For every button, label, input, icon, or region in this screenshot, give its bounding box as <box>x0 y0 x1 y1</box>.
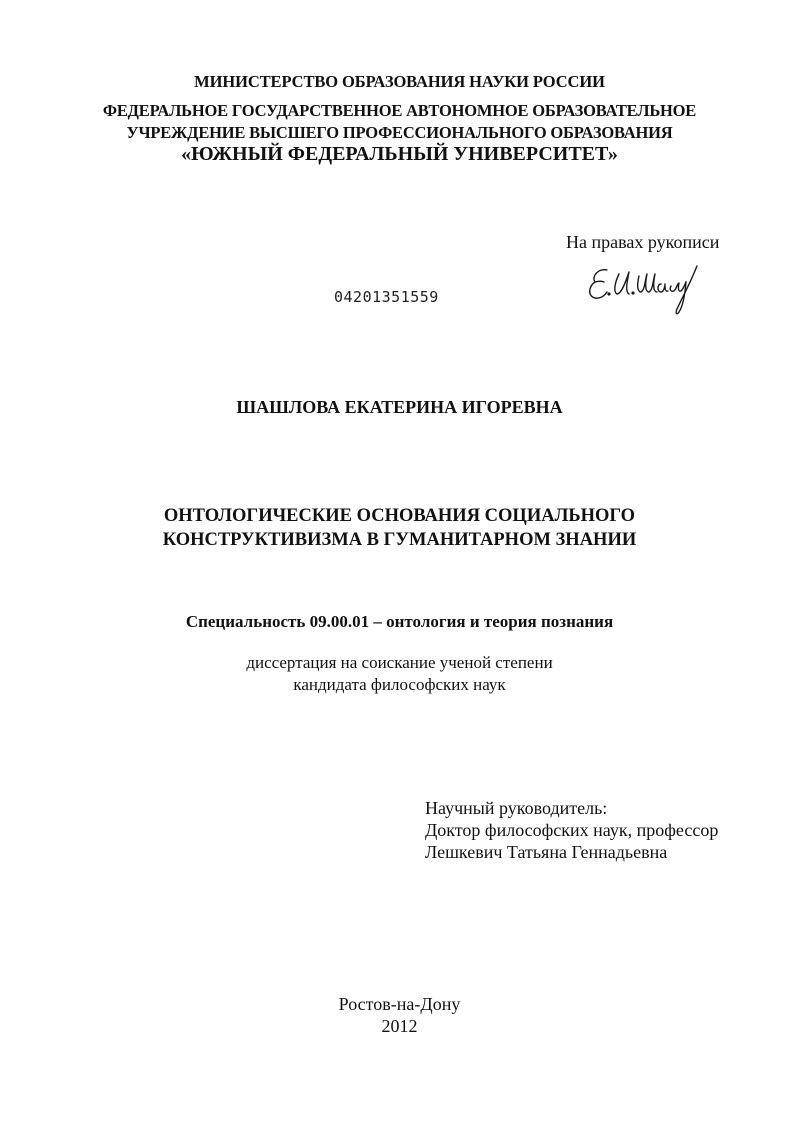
ministry-heading: МИНИСТЕРСТВО ОБРАЗОВАНИЯ НАУКИ РОССИИ <box>194 72 605 91</box>
degree-statement <box>0 652 799 696</box>
title-line-2: КОНСТРУКТИВИЗМА В ГУМАНИТАРНОМ ЗНАНИИ <box>162 530 637 550</box>
degree-line-1: диссертация на соискание ученой степени <box>246 653 553 672</box>
place-and-year <box>0 993 799 1037</box>
institution-line-2: УЧРЕЖДЕНИЕ ВЫСШЕГО ПРОФЕССИОНАЛЬНОГО ОБРАЗОВАНИЯ <box>126 123 673 142</box>
institution-line-1: ФЕДЕРАЛЬНОЕ ГОСУДАРСТВЕННОЕ АВТОНОМНОЕ ОБРАЗОВАТЕЛЬНОЕ <box>102 101 697 120</box>
university-name: «ЮЖНЫЙ ФЕДЕРАЛЬНЫЙ УНИВЕРСИТЕТ» <box>181 143 618 165</box>
advisor-name: Лешкевич Татьяна Геннадьевна <box>425 842 668 862</box>
title-line-1: ОНТОЛОГИЧЕСКИЕ ОСНОВАНИЯ СОЦИАЛЬНОГО <box>163 506 636 526</box>
archive-number: 04201351559 <box>334 288 439 306</box>
speciality: Специальность 09.00.01 – онтология и теория познания <box>185 612 614 631</box>
degree-line-2: кандидата философских наук <box>293 675 506 694</box>
institution-heading <box>0 100 799 144</box>
author-name: ШАШЛОВА ЕКАТЕРИНА ИГОРЕВНА <box>236 397 563 417</box>
rights-notice: На правах рукописи <box>566 232 720 252</box>
dissertation-title <box>0 504 799 552</box>
city: Ростов-на-Дону <box>338 994 461 1014</box>
advisor-block <box>425 797 718 863</box>
year: 2012 <box>381 1016 418 1036</box>
signature-icon <box>585 262 725 322</box>
advisor-label: Научный руководитель: <box>425 798 608 818</box>
advisor-credentials: Доктор философских наук, профессор <box>425 820 719 840</box>
